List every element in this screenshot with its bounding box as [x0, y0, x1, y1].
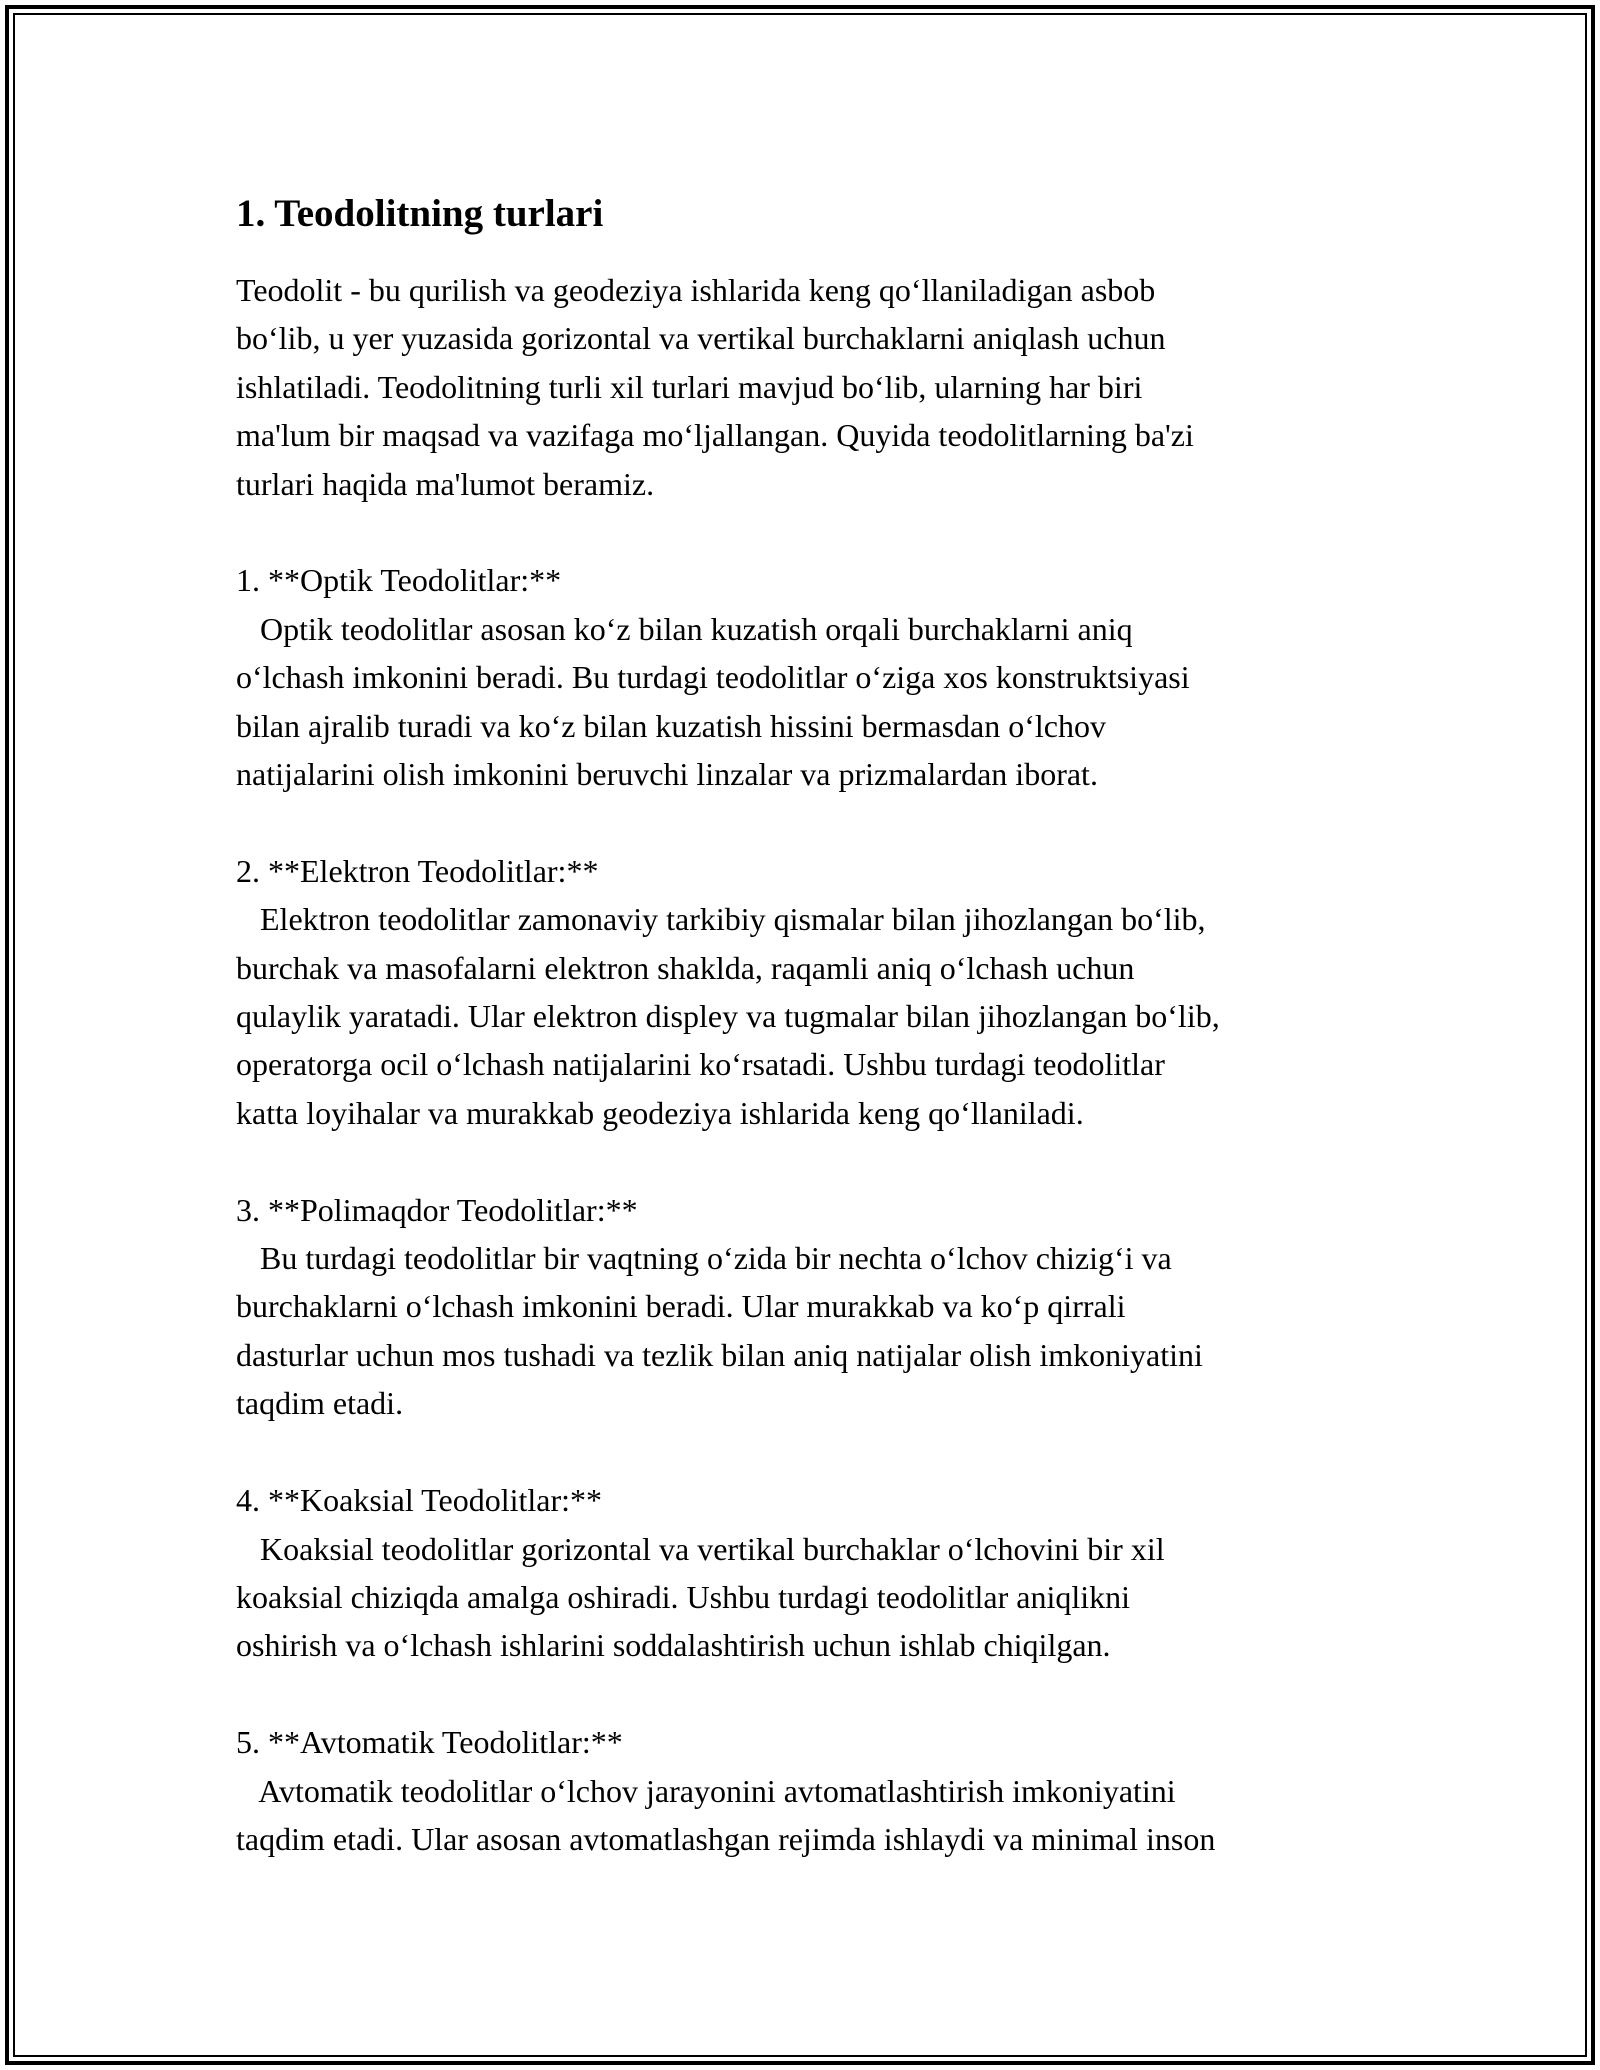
- text-line: Koaksial teodolitlar gorizontal va vertikal burchaklar o‘lchovini bir xil: [236, 1530, 1165, 1567]
- text-line: oshirish va o‘lchash ishlarini soddalashtirish uchun ishlab chiqilgan.: [236, 1627, 1111, 1664]
- text-line: qulaylik yaratadi. Ular elektron displey va tugmalar bilan jihozlangan bo‘lib,: [236, 998, 1220, 1035]
- text-line: dasturlar uchun mos tushadi va tezlik bilan aniq natijalar olish imkoniyatini: [236, 1336, 1203, 1373]
- text-line: turlari haqida ma'lumot beramiz.: [236, 465, 655, 502]
- text-line: natijalarini olish imkonini beruvchi linzalar va prizmalardan iborat.: [236, 756, 1098, 793]
- text-line: 3. **Polimaqdor Teodolitlar:**: [236, 1191, 638, 1228]
- text-line: katta loyihalar va murakkab geodeziya ishlarida keng qo‘llaniladi.: [236, 1094, 1084, 1131]
- text-line: Teodolit - bu qurilish va geodeziya ishlarida keng qo‘llaniladigan asbob: [236, 272, 1156, 308]
- blank-line: [236, 1670, 1386, 1718]
- text-line: Avtomatik teodolitlar o‘lchov jarayonini avtomatlashtirish imkoniyatini: [236, 1772, 1176, 1809]
- text-line: taqdim etadi. Ular asosan avtomatlashgan rejimda ishlaydi va minimal inson: [236, 1820, 1216, 1857]
- text-line: 2. **Elektron Teodolitlar:**: [236, 852, 599, 889]
- text-line: o‘lchash imkonini beradi. Bu turdagi teodolitlar o‘ziga xos konstruktsiyasi: [236, 659, 1190, 696]
- text-line: 1. **Optik Teodolitlar:**: [236, 562, 562, 599]
- document-text: [236, 266, 1386, 1863]
- text-line: burchak va masofalarni elektron shaklda, raqamli aniq o‘lchash uchun: [236, 949, 1135, 986]
- document-heading: 1. Teodolitning turlari: [236, 192, 604, 235]
- blank-line: [236, 508, 1386, 556]
- text-line: 5. **Avtomatik Teodolitlar:**: [236, 1724, 623, 1761]
- text-line: taqdim etadi.: [236, 1385, 404, 1422]
- text-line: bo‘lib, u yer yuzasida gorizontal va vertikal burchaklarni aniqlash uchun: [236, 320, 1166, 357]
- blank-line: [236, 1137, 1386, 1185]
- text-line: Optik teodolitlar asosan ko‘z bilan kuzatish orqali burchaklarni aniq: [236, 610, 1133, 647]
- text-line: Elektron teodolitlar zamonaviy tarkibiy qismalar bilan jihozlangan bo‘lib,: [236, 901, 1206, 938]
- text-line: operatorga ocil o‘lchash natijalarini ko‘rsatadi. Ushbu turdagi teodolitlar: [236, 1046, 1165, 1083]
- text-line: ishlatiladi. Teodolitning turli xil turlari mavjud bo‘lib, ularning har biri: [236, 368, 1143, 405]
- text-line: burchaklarni o‘lchash imkonini beradi. Ular murakkab va ko‘p qirrali: [236, 1288, 1126, 1325]
- text-line: bilan ajralib turadi va ko‘z bilan kuzatish hissini bermasdan o‘lchov: [236, 707, 1106, 744]
- text-line: ma'lum bir maqsad va vazifaga mo‘ljallangan. Quyida teodolitlarning ba'zi: [236, 417, 1194, 454]
- blank-line: [236, 798, 1386, 846]
- text-line: Bu turdagi teodolitlar bir vaqtning o‘zida bir nechta o‘lchov chizig‘i va: [236, 1240, 1172, 1277]
- document-body: [236, 180, 1386, 1863]
- blank-line: [236, 1428, 1386, 1476]
- text-line: koaksial chiziqda amalga oshiradi. Ushbu turdagi teodolitlar aniqlikni: [236, 1578, 1130, 1615]
- text-line: 4. **Koaksial Teodolitlar:**: [236, 1482, 602, 1519]
